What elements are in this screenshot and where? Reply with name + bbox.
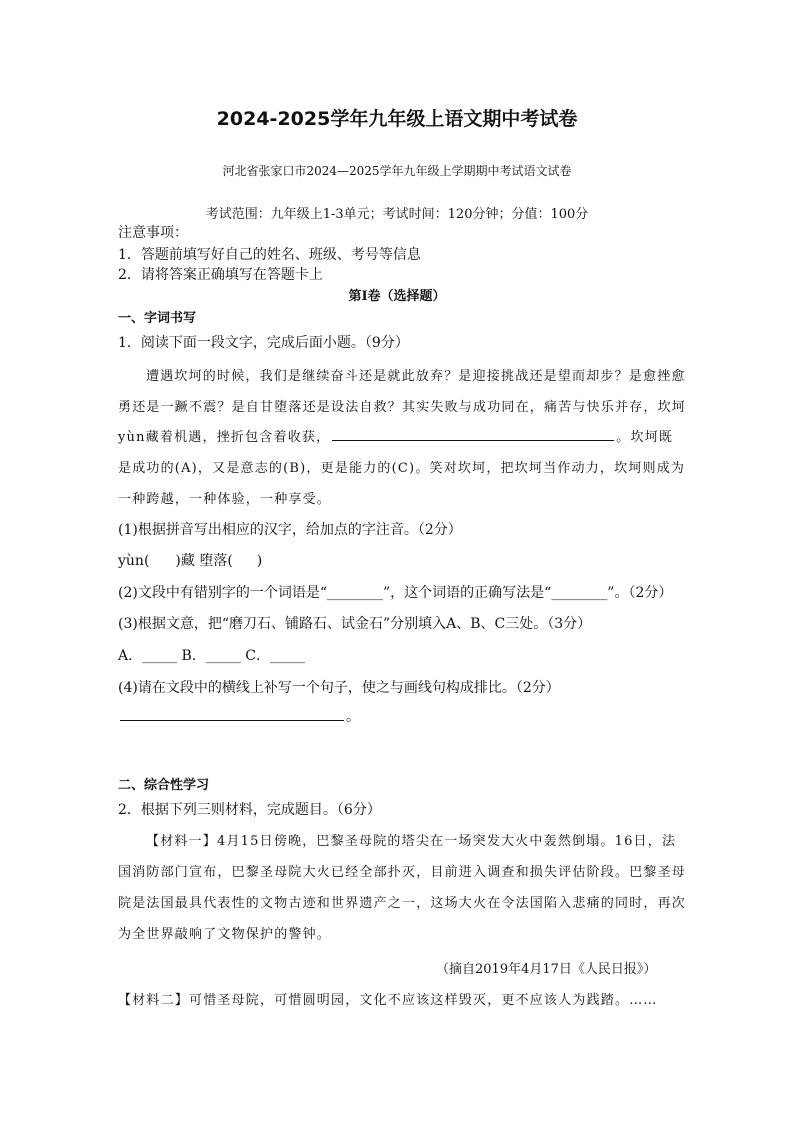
question-stem: 2．根据下列三则材料，完成题目。（6分） xyxy=(118,802,381,818)
sub-question-options: A．_____ B．_____ C．_____ xyxy=(118,648,306,664)
sub-question: (4)请在文段中的横线上补写一个句子，使之与画线句构成排比。（2分） xyxy=(118,680,560,696)
material-line: 为全世界敲响了文物保护的警钟。 xyxy=(118,927,332,942)
passage-line xyxy=(118,426,673,445)
sub-question: (2)文段中有错别字的一个词语是“________”，这个词语的正确写法是“________”。（2分） xyxy=(118,585,673,601)
sub-question: (1)根据拼音写出相应的汉字，给加点的字注音。（2分） xyxy=(118,522,462,538)
pinyin-blank: ) xyxy=(256,553,263,569)
note-item: 1．答题前填写好自己的姓名、班级、考号等信息 xyxy=(118,247,421,263)
sub-question: (3)根据文意，把“磨刀石、铺路石、试金石”分别填入A、B、C三处。（3分） xyxy=(118,616,592,632)
exam-info: 考试范围：九年级上1-3单元；考试时间：120分钟；分值：100分 xyxy=(205,207,589,222)
section-heading: 一、字词书写 xyxy=(118,311,197,326)
answer-line xyxy=(118,706,360,726)
passage-text: 。坎坷既 xyxy=(616,430,674,445)
passage-line: 勇还是一蹶不震？是自甘堕落还是设法自救？其实失败与成功同在，痛苦与快乐并存，坎坷 xyxy=(118,400,687,415)
answer-blank[interactable] xyxy=(120,719,344,721)
section-heading: 二、综合性学习 xyxy=(118,778,210,793)
exam-subtitle: 河北省张家口市2024—2025学年九年级上学期期中考试语文试卷 xyxy=(222,164,572,178)
passage-text: yùn藏着机遇，挫折包含着收获， xyxy=(118,430,331,445)
passage-line: 遭遇坎坷的时候，我们是继续奋斗还是就此放弃？是迎接挑战还是望而却步？是愈挫愈 xyxy=(146,369,686,384)
material-source: （摘自2019年4月17日《人民日报》） xyxy=(436,962,657,977)
material-line: 【材料一】4月15日傍晚，巴黎圣母院的塔尖在一场突发大火中轰然倒塌。16日，法 xyxy=(146,834,677,849)
passage-line: 是成功的(A)，又是意志的(B)，更是能力的(C)。笑对坎坷，把坎坷当作动力，坎坷则成为 xyxy=(118,461,686,476)
passage-line: 一种跨越，一种体验，一种享受。 xyxy=(118,492,332,507)
volume-title: 第I卷（选择题） xyxy=(348,289,446,304)
material-line: 国消防部门宣布，巴黎圣母院大火已经全部扑灭，目前进入调查和损失评估阶段。巴黎圣母 xyxy=(118,865,687,880)
note-item: 2．请将答案正确填写在答题卡上 xyxy=(118,267,323,283)
material-line: 【材料二】可惜圣母院，可惜圆明园，文化不应该这样毁灭，更不应该人为践踏。…… xyxy=(118,993,658,1008)
answer-blank[interactable] xyxy=(332,439,614,441)
exam-title: 2024-2025学年九年级上语文期中考试卷 xyxy=(216,108,578,130)
pinyin-blank: )藏 堕落( xyxy=(175,553,233,569)
answer-end: 。 xyxy=(346,709,360,725)
pinyin-blank: yùn( xyxy=(118,553,150,569)
notes-heading: 注意事项： xyxy=(118,225,188,241)
question-stem: 1．阅读下面一段文字，完成后面小题。（9分） xyxy=(118,335,409,351)
material-line: 院是法国最具代表性的文物古迹和世界遗产之一，这场大火在令法国陷入悲痛的同时，再次 xyxy=(118,896,687,911)
sub-question-answer xyxy=(118,550,262,570)
